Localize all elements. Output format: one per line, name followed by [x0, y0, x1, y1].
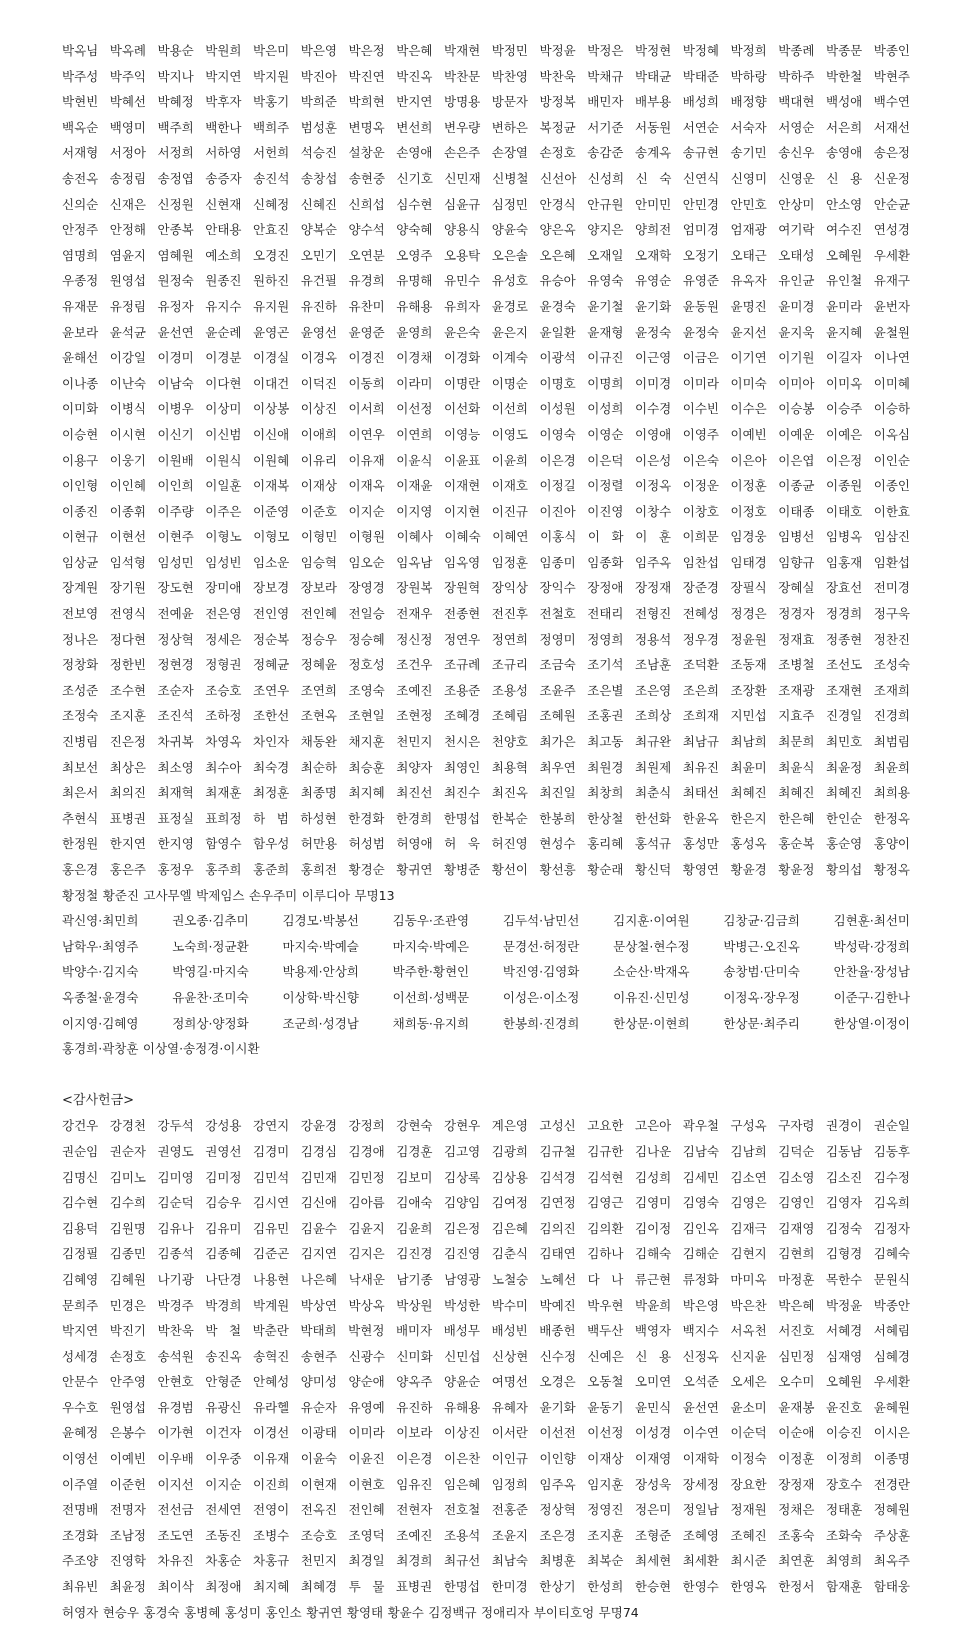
name-list-line: 백옥순 백영미 백주희 백한나 백희주 범성훈 변명옥 변선희 변우량 변하은 복정균 서기준 서동원 서연순 서숙자 서영순 서은희 서재선 — [62, 119, 910, 135]
name-list-line: 이영선 이예빈 이우배 이우중 이유재 이윤숙 이윤진 이은경 이은찬 이인규 이인향 이재상 이재영 이재학 이정숙 이정훈 이정희 이종명 — [62, 1451, 910, 1467]
name-list-line: 임상균 임석형 임성민 임성빈 임소운 임승혁 임오순 임옥남 임옥영 임정훈 임종미 임종화 임주옥 임찬섭 임태경 임향규 임홍재 임환섭 — [62, 554, 910, 570]
name-list-line: 최은서 최의진 최재혁 최재훈 최정훈 최종명 최지혜 최진선 최진수 최진옥 최진일 최창희 최춘식 최태선 최혜진 최혜진 최혜진 최희용 — [62, 785, 910, 801]
name-list-line: 박양수·김지숙 박영길·마지숙 박용제·안상희 박주한·황현인 박진영·김영화 소순산·박재옥 송창범·단미숙 안찬율·장성남 — [62, 964, 910, 980]
name-list-line: 이종진 이종휘 이주량 이주은 이준영 이준호 이지순 이지영 이지현 이진규 이진아 이진영 이창수 이창호 이정호 이태종 이태호 이한효 — [62, 503, 910, 519]
name-list-line: 박옥님 박옥례 박용순 박원희 박은미 박은영 박은정 박은혜 박재현 박정민 박정윤 박정은 박정현 박정혜 박정희 박종례 박종문 박종인 — [62, 43, 910, 58]
name-list-line: 박주성 박주익 박지나 박지연 박지원 박진아 박진연 박진옥 박찬문 박찬영 박찬욱 박채규 박태균 박태준 박하랑 박하주 박한철 박현주 — [62, 68, 910, 84]
name-list-line: 이승현 이시현 이신기 이신범 이신애 이애희 이연우 이연희 이영능 이영도 이영숙 이영순 이영애 이영주 이예빈 이예운 이예은 이옥심 — [62, 426, 910, 442]
name-list-line: 추현식 표병권 표정실 표희정 하 범 하성현 한경화 한경희 한명섭 한복순 한봉희 한상철 한선화 한윤옥 한은지 한은혜 한인순 한정옥 — [62, 810, 910, 826]
name-list-line: 김수현 김수희 김순덕 김승우 김시연 김신애 김아름 김애숙 김양임 김여정 김연정 김영근 김영미 김영숙 김영은 김영인 김영자 김옥희 — [62, 1195, 910, 1211]
name-list-line: 신의순 신재은 신정원 신현재 신혜정 신혜진 신희섭 심수현 심윤규 심정민 안경식 안규원 안미민 안민경 안민호 안상미 안소영 안순균 — [62, 196, 910, 212]
name-list-line: 최보선 최상은 최소영 최수아 최숙경 최순하 최승훈 최양자 최영인 최용혁 최우연 최원경 최원제 최유진 최윤미 최윤식 최윤정 최윤희 — [62, 759, 910, 775]
name-list-line: 이용구 이웅기 이원배 이원식 이원혜 이유리 이유재 이윤식 이윤표 이윤희 이은경 이은덕 이은성 이은숙 이은아 이은엽 이은정 이인순 — [62, 452, 910, 468]
name-list-line: 이지영·김혜영 정희상·양정화 조군희·성경남 채희동·유지희 한봉희·진경희 한상문·이현희 한상문·최주리 한상열·이정이 — [62, 1015, 910, 1031]
name-list-line: 조경화 조남정 조도연 조동진 조병수 조승호 조영덕 조예진 조용석 조윤지 조은경 조지훈 조형준 조혜영 조혜진 조홍숙 조화숙 주상훈 — [62, 1527, 910, 1543]
name-list-line: 곽신영·최민희 권오종·김추미 김경모·박봉선 김동우·조관영 김두석·남민선 김지훈·이여원 김창균·김금희 김현훈·최선미 — [62, 913, 910, 929]
name-list-line: 이나종 이난숙 이남숙 이다현 이대건 이덕진 이동희 이라미 이명란 이명순 이명호 이명희 이미경 이미라 이미숙 이미아 이미옥 이미혜 — [62, 375, 910, 391]
name-list-line: 한정원 한지연 한지영 함영수 함우성 허만용 허성범 허영애 허 욱 허진영 현성수 홍리혜 홍석규 홍성만 홍성옥 홍순복 홍순영 홍양이 — [62, 836, 910, 852]
name-list-line: 김정필 김종민 김종석 김종혜 김준곤 김지연 김지은 김진경 김진영 김춘식 김태연 김하나 김해숙 김해순 김현지 김현희 김형경 김혜숙 — [62, 1246, 910, 1262]
name-list-line: 문희주 민경은 박경주 박경희 박계원 박상연 박상옥 박상원 박성한 박수미 박예진 박우현 박윤희 박은영 박은찬 박은혜 박정윤 박종안 — [62, 1297, 910, 1313]
name-list-line: 이주열 이준헌 이지선 이지순 이진희 이현재 이현호 임유진 임은혜 임정희 임주옥 임지훈 장성욱 장세정 장요한 장정재 장호수 전경란 — [62, 1476, 910, 1492]
name-list-line: 박지연 박진기 박찬욱 박 철 박춘란 박태희 박현정 배미자 배성무 배성빈 배종헌 백두산 백영자 백지수 서옥천 서진호 서혜경 서혜림 — [62, 1323, 910, 1339]
name-list-line: 우종정 원영섭 원정숙 원종진 원하진 유건필 유경희 유명해 유민수 유성호 유승아 유영숙 유영순 유영준 유옥자 유인균 유인철 유재구 — [62, 273, 910, 289]
name-list-line: 김용덕 김원명 김유나 김유미 김유민 김윤수 김윤지 김윤희 김은정 김은혜 김의진 김의환 김이정 김인옥 김재극 김재영 김정숙 김정자 — [62, 1220, 910, 1236]
name-list-line: 윤보라 윤석균 윤선연 윤순례 윤영곤 윤영선 윤영준 윤영희 윤은숙 윤은지 윤일환 윤재형 윤정숙 윤정숙 윤지선 윤지욱 윤지혜 윤철원 — [62, 324, 910, 340]
name-list-line: 성세경 손정호 송석원 송진옥 송혁진 송현주 신광수 신미화 신민섭 신상현 신수정 신예은 신 용 신정옥 신지윤 심민정 심재영 심혜경 — [62, 1348, 910, 1364]
name-list-line: 이미화 이병식 이병우 이상미 이상봉 이상진 이서희 이선정 이선화 이선희 이성원 이성희 이수경 이수빈 이수은 이승봉 이승주 이승하 — [62, 401, 910, 417]
name-list-line: 안정주 안정해 안종복 안태용 안효진 양복순 양수석 양숙혜 양용식 양윤숙 양은옥 양지은 양희전 엄미경 엄재광 여기락 여수진 연성경 — [62, 222, 910, 238]
thanks-offering-donor-list — [62, 1113, 910, 1625]
name-list-line: 유재문 유정림 유정자 유지수 유지원 유진하 유찬미 유해용 유희자 윤경로 윤경숙 윤기철 윤기화 윤동원 윤명진 윤미경 윤미라 윤번자 — [62, 298, 910, 314]
name-list-line: 권순임 권순자 권영도 권영선 김경미 김경심 김경애 김경훈 김고영 김광희 김규철 김규한 김나운 김남숙 김남희 김덕순 김동남 김동후 — [62, 1143, 910, 1159]
name-list-line: 홍은경 홍은주 홍정우 홍주희 홍준희 홍희전 황경순 황귀연 황병준 황선이 황선흥 황순래 황신덕 황영연 황윤경 황윤정 황의섭 황정옥 — [62, 862, 910, 877]
name-list-line: 김혜영 김혜원 나기광 나단경 나용현 나은혜 낙새운 남기종 남영광 노철숭 노혜선 다 나 류근현 류정화 마미옥 마정훈 목한수 문원식 — [62, 1271, 910, 1287]
name-list-line: 정창화 정한빈 정현경 정형권 정혜균 정혜윤 정호성 조건우 조규례 조규리 조금숙 조기석 조남훈 조덕환 조동재 조병철 조선도 조성숙 — [62, 657, 910, 673]
name-list-line: 안문수 안주영 안현호 안형준 안혜성 양미성 양순애 양옥주 양윤순 여명선 오경은 오동철 오미연 오석준 오세은 오수미 오혜원 우세환 — [62, 1374, 910, 1390]
name-list-line: 김명신 김미노 김미영 김미정 김민석 김민재 김민정 김보미 김상록 김상용 김석경 김석현 김성희 김세민 김소연 김소영 김소진 김수정 — [62, 1169, 910, 1185]
name-list-line: 이인형 이인혜 이인희 이일훈 이재복 이재상 이재옥 이재윤 이재현 이재호 이정길 이정렬 이정옥 이정운 이정훈 이종균 이종원 이종인 — [62, 478, 910, 494]
name-list-line: 전보영 전영식 전예윤 전은영 전인영 전인혜 전일승 전재우 전종현 전진후 전철호 전태리 전형진 전혜성 정경은 정경자 정경희 정구욱 — [62, 606, 910, 622]
name-list-line: 조정숙 조지훈 조진석 조하정 조한선 조현옥 조현일 조현정 조혜경 조혜림 조혜원 조홍권 조희상 조희재 지민섭 지효주 진경일 진경희 — [62, 708, 910, 724]
name-list-line: 허영자 현승우 홍경숙 홍병혜 홍성미 홍인소 황귀연 황영태 황윤수 김정백규 정애리자 부이티호엉 무명74 — [62, 1604, 639, 1620]
name-list-line: 강건우 강경천 강두석 강성용 강연지 강윤경 강정희 강현숙 강현우 계은영 고성신 고요한 고은아 곽우철 구성옥 구자령 권경이 권순일 — [62, 1118, 910, 1134]
name-list-line: 윤해선 이강일 이경미 이경분 이경실 이경옥 이경진 이경채 이경화 이계숙 이광석 이규진 이근영 이금은 이기연 이기원 이길자 이나연 — [62, 350, 910, 366]
name-list-line: 전명배 전명자 전선금 전세연 전영이 전옥진 전인혜 전현자 전호철 전홍준 정상혁 정영진 정은미 정일남 정재원 정채은 정태훈 정혜원 — [62, 1502, 910, 1518]
couple-donor-list — [62, 908, 910, 1062]
donor-list-page — [62, 38, 910, 1625]
section-gap — [62, 1062, 910, 1088]
name-list-line: 송전옥 송정림 송정엽 송증자 송진석 송창섭 송현중 신기호 신민재 신병철 신선아 신성희 신 숙 신연식 신영미 신영운 신 용 신운정 — [62, 170, 910, 186]
name-list-line: 남학우·최영주 노숙희·정균환 마지숙·박예슬 마지숙·박예은 문경선·허정란 문상철·현수정 박병근·오진옥 박성락·강정희 — [62, 938, 910, 954]
name-list-line: 조성준 조수현 조순자 조승호 조연우 조연희 조영숙 조예진 조용준 조용성 조윤주 조은별 조은영 조은희 조장환 조재광 조재현 조재희 — [62, 682, 910, 698]
name-list-line: 진병림 진은정 차귀복 차영옥 차인자 채동완 채지훈 천민지 천시은 천양호 최가은 최고동 최규완 최남규 최남희 최문희 최민호 최범림 — [62, 734, 910, 750]
name-list-line: 장계원 장기원 장도현 장미애 장보경 장보라 장영경 장원복 장원혁 장익상 장익수 장정애 장정재 장준경 장필식 장혜실 장효선 전미경 — [62, 580, 910, 596]
name-list-line: 옥종철·윤경숙 유윤찬·조미숙 이상학·박신향 이선희·성백문 이성은·이소정 이유진·신민성 이정옥·장우정 이준구·김한나 — [62, 989, 910, 1005]
donor-name-list — [62, 38, 910, 908]
name-list-line: 이현규 이현선 이현주 이형노 이형모 이형민 이형원 이혜사 이혜숙 이혜연 이홍식 이 화 이 훈 이희문 임경웅 임병선 임병옥 임삼진 — [62, 529, 910, 545]
name-list-line: 최유빈 최윤정 최이삭 최정애 최지혜 최혜경 투 물 표병권 한명섭 한미경 한상기 한성희 한승현 한영수 한영옥 한정서 함재훈 함태웅 — [62, 1579, 910, 1595]
name-list-line: 서재형 서정아 서정희 서하영 서헌희 석승진 설창운 손영애 손은주 손장열 손정호 송감준 송계옥 송규현 송기민 송신우 송영애 송은정 — [62, 145, 910, 161]
name-list-line: 염명희 염윤지 염혜원 예소희 오경진 오민기 오연분 오영주 오용탁 오은솔 오은혜 오재일 오재학 오정기 오태근 오태성 오혜원 우세환 — [62, 247, 910, 263]
name-list-line: 정나은 정다현 정상혁 정세은 정순복 정승우 정승혜 정신정 정연우 정연희 정영미 정영희 정용석 정우경 정윤원 정재효 정종현 정찬진 — [62, 631, 910, 647]
name-list-line: 황정철 황준진 고사무엘 박제임스 손우주미 이루디아 무명13 — [62, 887, 395, 903]
name-list-line: 박현빈 박혜선 박혜정 박후자 박홍기 박희준 박희현 반지연 방명용 방문자 방정복 배민자 배부용 배성희 배정향 백대현 백성애 백수연 — [62, 94, 910, 110]
name-list-line: 윤혜정 은봉수 이가현 이건자 이경선 이광태 이미라 이보라 이상진 이서란 이선전 이선정 이성경 이수연 이순덕 이순애 이승진 이시은 — [62, 1425, 910, 1441]
name-list-line: 우수호 원영섭 유경범 유광신 유라헬 유순자 유영예 유진하 유해용 유혜자 윤기화 윤동기 윤민식 윤선연 윤소미 윤재봉 윤진호 윤혜원 — [62, 1399, 910, 1415]
name-list-line: 홍경희·곽창훈 이상열·송정경·이시환 — [62, 1041, 260, 1057]
name-list-line: 주조양 진영학 차유진 차홍순 차홍규 천민지 최경일 최경희 최규선 최남숙 최병훈 최복순 최세현 최세환 최시준 최연훈 최영희 최옥주 — [62, 1553, 910, 1569]
section-title-thanks-offering: <감사헌금> — [62, 1092, 135, 1108]
